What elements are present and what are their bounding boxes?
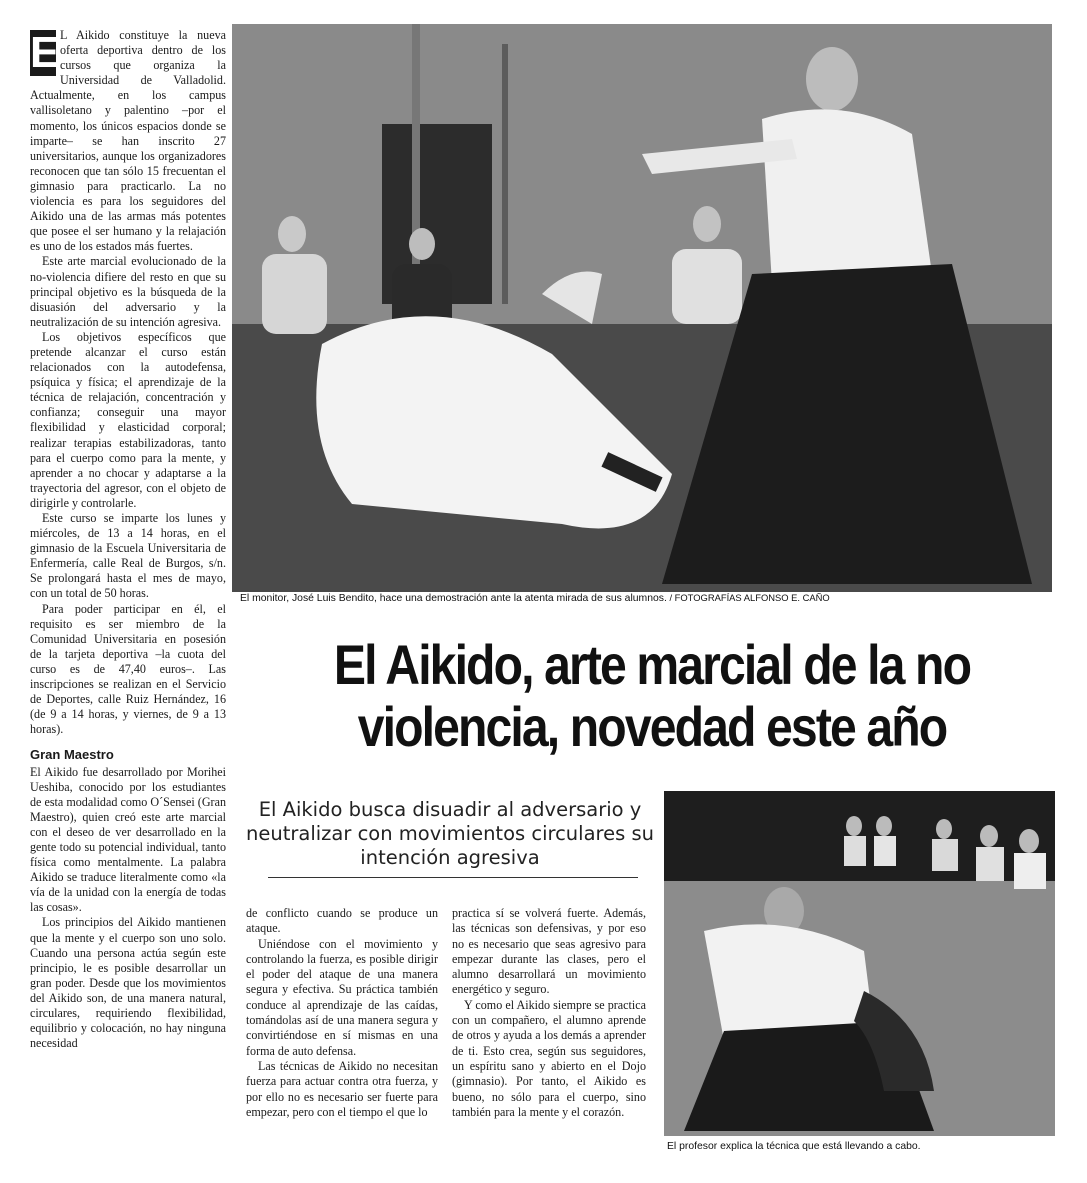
left-column xyxy=(30,28,226,1051)
paragraph: Uniéndose con el movimiento y controlando la fuerza, es posible dirigir el poder del ataque de una manera segura y efectiva. Su práctica también conduce al aprendizaje de las caídas, tomándolas así de una manera segura y convirtiéndose en sí mismas en una forma de auto defensa. xyxy=(246,936,438,1058)
paragraph: L Aikido constituye la nueva oferta deportiva dentro de los cursos que organiza la Universidad de Valladolid. Actualmente, en los campus vallisoletano y palentino –por el momento, los únicos espacios donde se imparte– se han inscrito 27 universitarios, aunque los organizadores reconocen que tan sólo 15 frecuentan el gimnasio para practicarlo. La no violencia es para los seguidores del Aikido una de las armas más potentes que posee el ser humano y la relajación es uno de los estados más fuertes. xyxy=(30,28,226,254)
divider xyxy=(268,877,638,878)
drop-cap: E xyxy=(30,28,60,77)
paragraph: Los objetivos específicos que pretende alcanzar el curso están relacionados con la autodefensa, psíquica y física; el aprendizaje de la técnica de relajación, concentración y confianza; conseguir una mayor flexibilidad y elasticidad corporal; realizar terapias estabilizadoras, tanto para el cuerpo como para la mente, y aprender a no chocar y adaptarse a la trayectoria del agresor, con el objeto de dirigirle y controlarle. xyxy=(30,329,226,510)
headline-line-1: El Aikido, arte marcial de la no xyxy=(333,633,971,696)
paragraph: Para poder participar en él, el requisito es ser miembro de la Comunidad Universitaria en posesión de la tarjeta deportiva –la cuota del curso es de 47,40 euros–. Las inscripciones se realizan en el Servicio de Deportes, calle Ruiz Hernández, 16 (de 9 a 14 horas, y viernes, de 9 a 13 horas). xyxy=(30,601,226,737)
paragraph: Los principios del Aikido mantienen que la mente y el cuerpo son uno solo. Cuando una persona actúa según este principio, le es posible desarrollar un gran poder. Desde que los movimientos del Aikido son, de una manera natural, circulares, requiriendo flexibilidad, equilibrio y colocación, no hay ninguna necesidad xyxy=(30,915,226,1051)
class-illustration xyxy=(664,791,1055,1136)
headline xyxy=(308,634,996,758)
aikido-demonstration-illustration xyxy=(232,24,1052,592)
subhead: Gran Maestro xyxy=(30,747,114,763)
paragraph: Este arte marcial evolucionado de la no-violencia difiere del resto en que su principal objetivo es la búsqueda de la disuasión del adversario y la neutralización de su intención agresiva. xyxy=(30,254,226,329)
paragraph: Las técnicas de Aikido no necesitan fuerza para actuar contra otra fuerza, y por ello no es necesario ser fuerte para empezar, pero con el tiempo el que lo xyxy=(246,1058,438,1119)
headline-line-2: violencia, novedad este año xyxy=(357,695,947,758)
main-photo xyxy=(232,24,1052,592)
main-photo-caption xyxy=(240,592,830,604)
paragraph: Y como el Aikido siempre se practica con un compañero, el alumno aprende de otros y ayuda a los demás a aprender de ti. Esto crea, según sus seguidores, un espíritu sano y abierto en el Dojo (gimnasio). Por tanto, el Aikido es bueno, no sólo para el cuerpo, sino también para la mente y el corazón. xyxy=(452,997,646,1119)
deck: El Aikido busca disuadir al adversario y neutralizar con movimientos circulares su intención agresiva xyxy=(246,798,654,869)
paragraph: practica sí se volverá fuerte. Además, las técnicas son defensivas, y por eso no es necesario que seas agresivo para empezar durante las clases, pero el alumno desarrollará un movimiento energético y seguro. xyxy=(452,906,646,997)
middle-column xyxy=(246,906,438,1120)
paragraph: El Aikido fue desarrollado por Morihei Ueshiba, conocido por los estudiantes de esta modalidad como O´Sensei (Gran Maestro), quien creó este arte marcial con el deseo de ver desarrollado en la gente todo su potencial individual, tanto física como mentalmente. La palabra Aikido se traduce literalmente como «la vía de la unidad con la energía de todas las cosas». xyxy=(30,764,226,915)
paragraph: de conflicto cuando se produce un ataque. xyxy=(246,906,438,936)
photo-credit: / FOTOGRAFÍAS ALFONSO E. CAÑO xyxy=(666,592,830,603)
paragraph: Este curso se imparte los lunes y miércoles, de 13 a 14 horas, en el gimnasio de la Escuela Universitaria de Enfermería, calle Real de Burgos, s/n. Se prolongará hasta el mes de mayo, con un total de 50 horas. xyxy=(30,511,226,601)
caption-text: El monitor, José Luis Bendito, hace una demostración ante la atenta mirada de sus alumnos. xyxy=(240,593,667,604)
secondary-photo-caption: El profesor explica la técnica que está llevando a cabo. xyxy=(667,1141,921,1152)
secondary-photo xyxy=(664,791,1055,1136)
right-column xyxy=(452,906,646,1120)
